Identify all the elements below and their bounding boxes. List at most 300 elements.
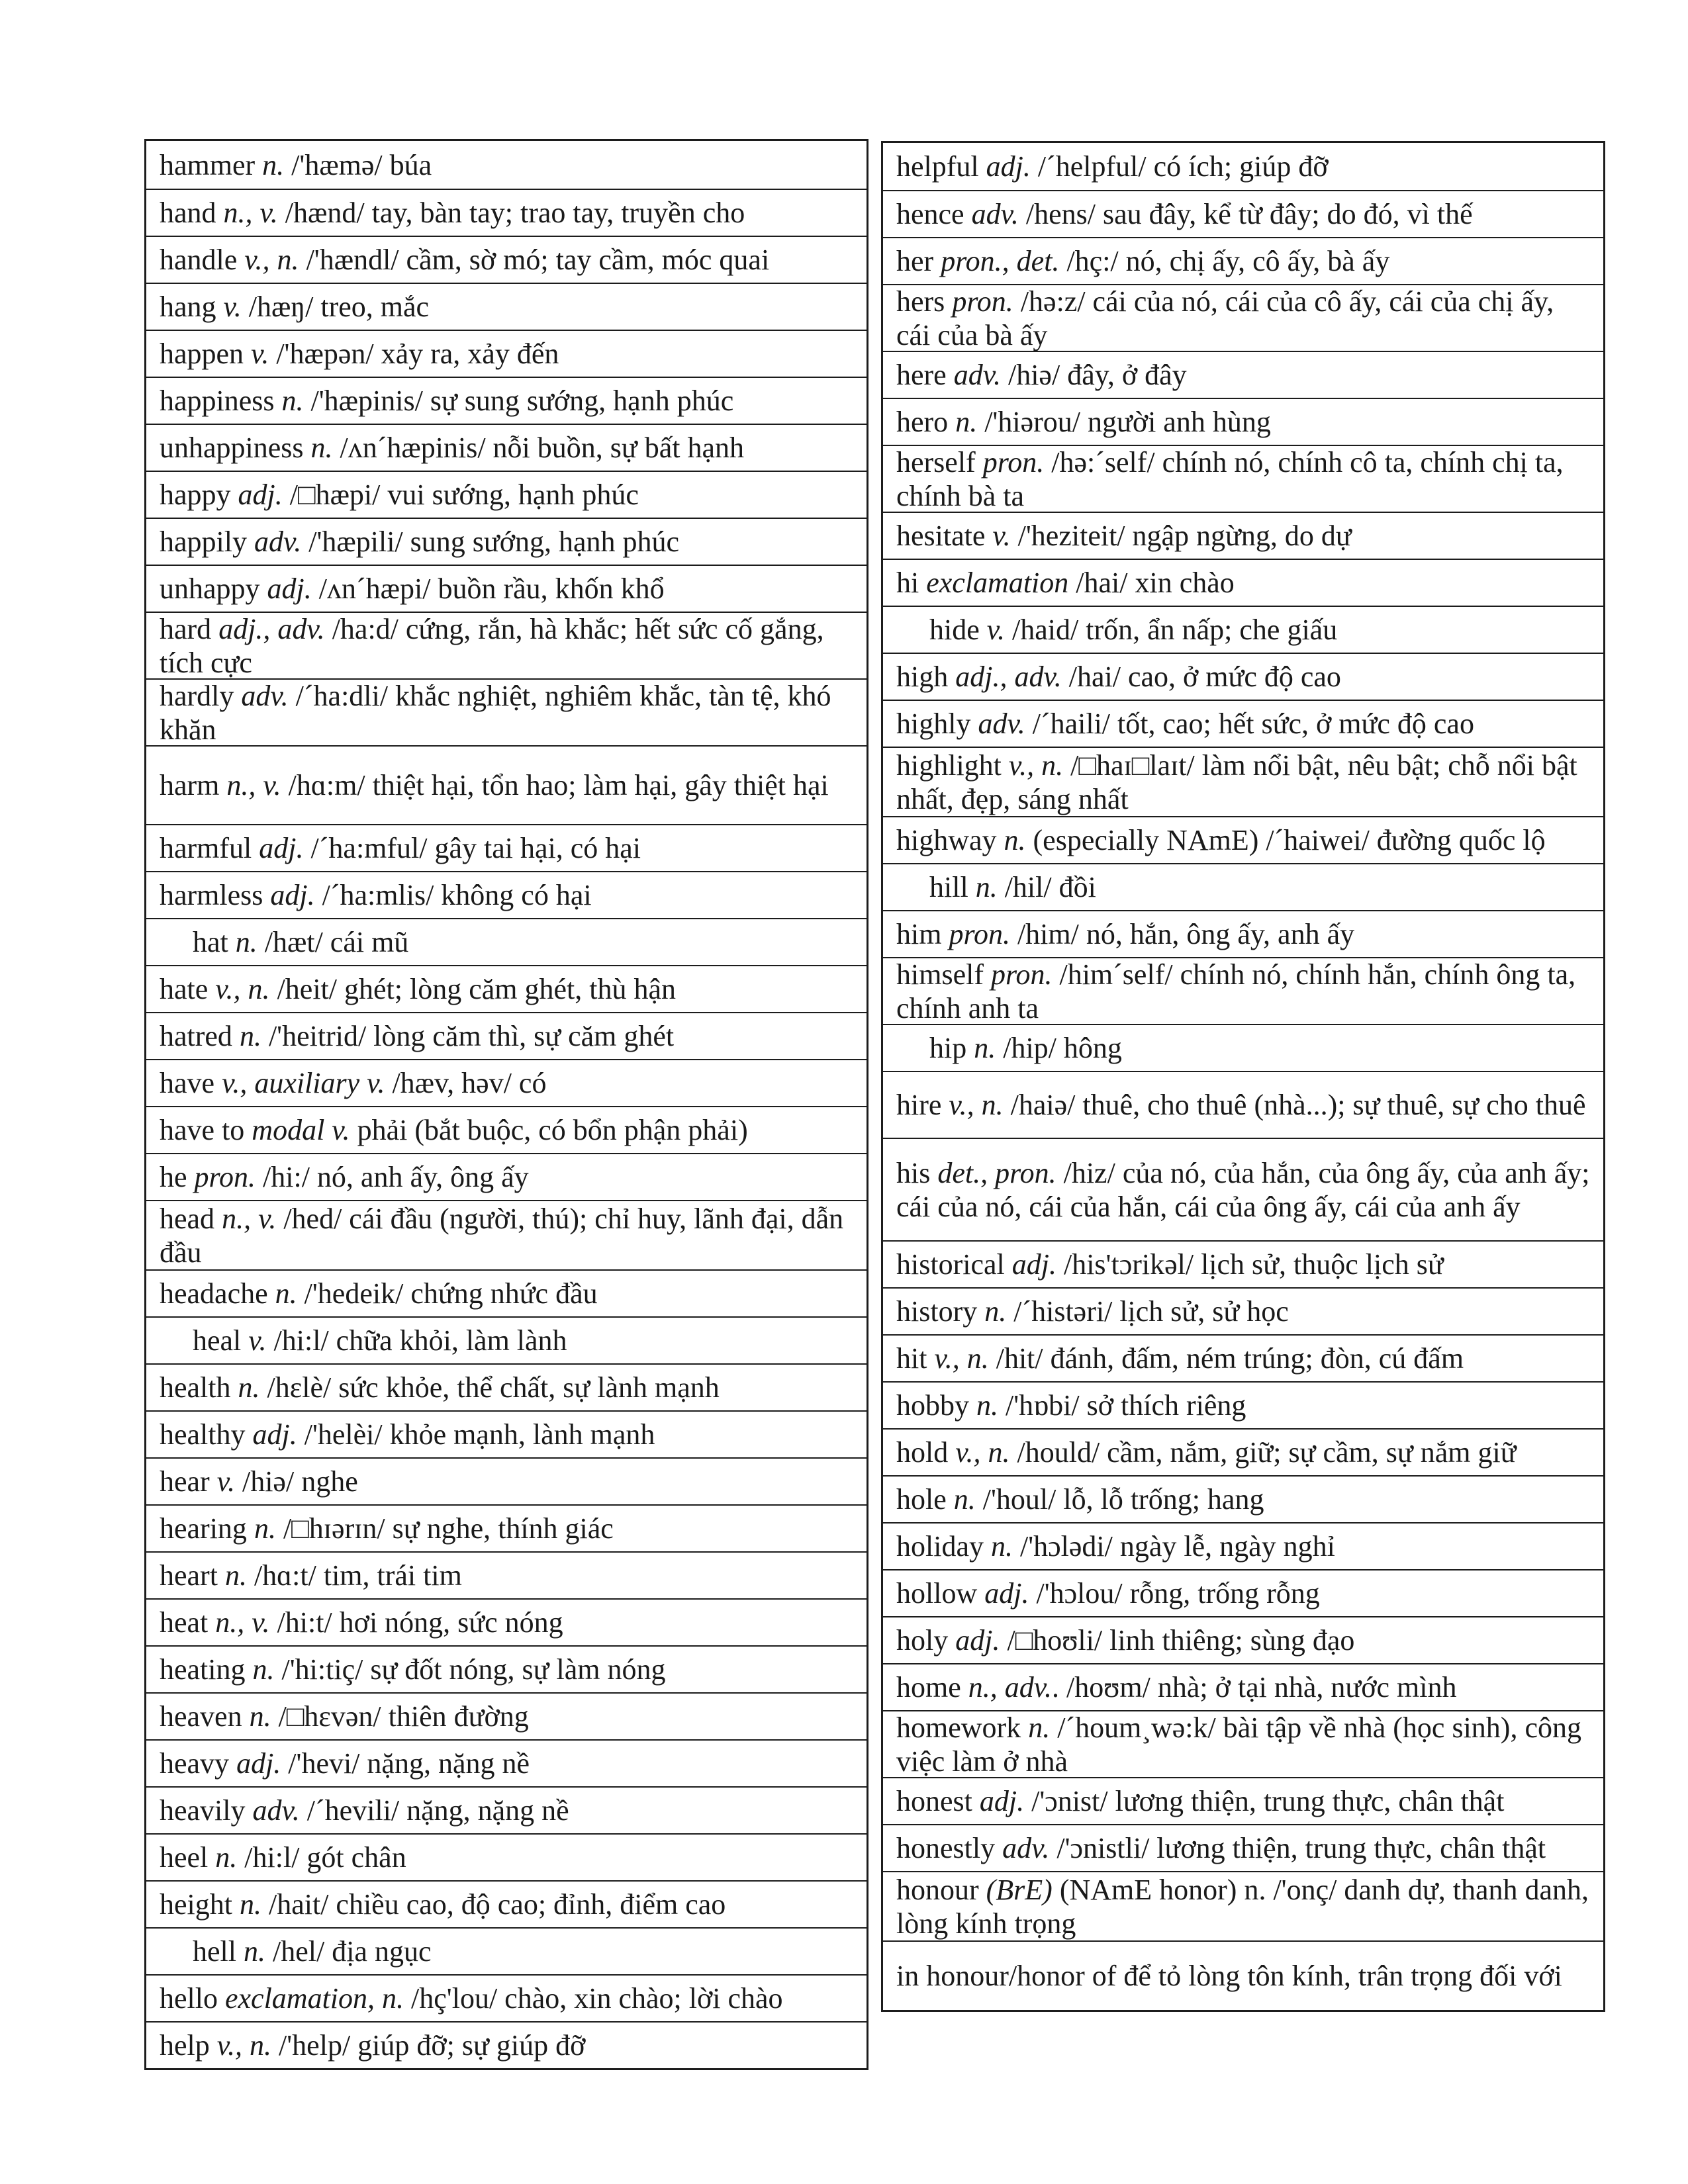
entry-row — [883, 237, 1603, 284]
headword: hardly — [160, 679, 234, 712]
headword: highway — [896, 824, 997, 856]
definition: /'hæmə/ búa — [284, 148, 432, 181]
entry-text — [160, 572, 856, 606]
headword: highlight — [896, 749, 1002, 782]
entry-row — [883, 747, 1603, 816]
part-of-speech: n. — [990, 1530, 1013, 1563]
entry-text — [896, 1156, 1593, 1224]
entry-row — [146, 918, 867, 965]
headword: helpful — [896, 150, 979, 183]
part-of-speech: v., auxiliary v. — [222, 1067, 385, 1099]
headword: hero — [896, 406, 949, 438]
entry-text — [160, 1559, 856, 1592]
entry-row — [883, 143, 1603, 190]
entry-text — [896, 917, 1593, 951]
entry-text — [160, 478, 856, 512]
entry-row — [146, 2021, 867, 2068]
definition: /'ɔnistli/ lương thiện, trung thực, chân thật — [1049, 1832, 1546, 1864]
part-of-speech: n. — [224, 1559, 247, 1592]
entry-row — [146, 612, 867, 678]
entry-row — [146, 189, 867, 236]
definition: /'heitrid/ lòng căm thì, sự căm ghét — [261, 1020, 675, 1052]
definition: /'helèi/ khỏe mạnh, lành mạnh — [297, 1418, 655, 1451]
part-of-speech: v. — [986, 614, 1006, 646]
part-of-speech: pron., det. — [941, 245, 1060, 277]
entry-text — [160, 612, 856, 679]
entry-text — [160, 1606, 856, 1639]
part-of-speech: n. — [254, 1512, 276, 1545]
definition: . /hoʊm/ nhà; ở tại nhà, nước mình — [1052, 1671, 1457, 1704]
headword: height — [160, 1888, 232, 1921]
entry-row — [883, 398, 1603, 445]
part-of-speech: adj., adv. — [218, 612, 325, 645]
entry-row — [883, 1940, 1603, 2010]
part-of-speech: adv. — [1002, 1832, 1050, 1864]
entry-text — [896, 285, 1593, 351]
entry-row — [146, 236, 867, 283]
entry-text — [896, 1342, 1593, 1375]
part-of-speech: v., n. — [955, 1436, 1010, 1469]
part-of-speech: n. — [262, 148, 285, 181]
headword: him — [896, 918, 942, 950]
definition: /'hændl/ cầm, sờ mó; tay cầm, móc quai — [299, 244, 770, 276]
definition: /hel/ địa ngục — [265, 1935, 432, 1968]
headword: history — [896, 1295, 978, 1328]
entry-text — [160, 768, 856, 802]
headword: hence — [896, 198, 964, 230]
entry-row — [883, 1334, 1603, 1381]
entry-row — [883, 1428, 1603, 1475]
entry-text — [160, 337, 856, 371]
entry-text — [896, 660, 1593, 694]
part-of-speech: adj., adv. — [955, 660, 1062, 693]
headword: hard — [160, 612, 212, 645]
entry-text — [160, 1512, 856, 1545]
entry-text — [896, 823, 1593, 857]
definition: /´ha:dli/ khắc nghiệt, nghiêm khắc, tàn tệ, khó khăn — [160, 679, 831, 745]
part-of-speech: adv. — [971, 198, 1019, 230]
entry-text — [896, 244, 1593, 278]
definition: /□haɪ□laɪt/ làm nổi bật, nêu bật; chỗ nổi bật nhất, đẹp, sáng nhất — [896, 749, 1577, 815]
entry-text — [896, 707, 1593, 741]
entry-text — [896, 197, 1593, 231]
entry-text — [160, 384, 856, 418]
definition: /hait/ chiều cao, độ cao; đỉnh, điểm cao — [261, 1888, 726, 1921]
entry-text — [160, 196, 856, 230]
entry-text — [896, 1959, 1593, 1993]
left-column — [144, 139, 868, 2070]
headword: heel — [160, 1841, 209, 1874]
part-of-speech: n., adv. — [968, 1671, 1053, 1704]
part-of-speech: n. — [955, 406, 978, 438]
headword: hate — [160, 973, 209, 1005]
definition: /hai/ xin chào — [1068, 567, 1235, 599]
headword: healthy — [160, 1418, 246, 1451]
headword: he — [160, 1161, 187, 1193]
definition: /hi:l/ chữa khỏi, làm lành — [266, 1324, 567, 1357]
part-of-speech: adj. — [986, 150, 1031, 183]
part-of-speech: v. — [248, 1324, 267, 1357]
entry-row — [146, 1833, 867, 1880]
definition: /hɛlè/ sức khỏe, thể chất, sự lành mạnh — [259, 1371, 720, 1404]
entry-row — [146, 1692, 867, 1739]
entry-row — [146, 965, 867, 1012]
headword: hobby — [896, 1389, 969, 1422]
entry-text — [160, 243, 856, 277]
right-column — [881, 141, 1605, 2012]
entry-text — [193, 925, 856, 959]
headword: happiness — [160, 385, 275, 417]
entry-text — [160, 1277, 856, 1310]
entry-text — [896, 1388, 1593, 1422]
headword: harm — [160, 769, 220, 801]
entry-text — [896, 1873, 1593, 1940]
entry-text — [896, 566, 1593, 600]
entry-text — [896, 405, 1593, 439]
headword: happy — [160, 478, 231, 511]
part-of-speech: adj. — [1011, 1248, 1056, 1281]
part-of-speech: adj. — [238, 478, 283, 511]
entry-row — [146, 565, 867, 612]
headword: honestly — [896, 1832, 996, 1864]
entry-row — [146, 330, 867, 377]
entry-row — [146, 424, 867, 471]
entry-text — [160, 679, 856, 746]
entry-row — [146, 1106, 867, 1153]
part-of-speech: v., n. — [216, 2029, 272, 2062]
headword: holy — [896, 1624, 949, 1657]
definition: /hɑ:t/ tim, trái tim — [246, 1559, 462, 1592]
headword: homework — [896, 1711, 1021, 1744]
headword: heaven — [160, 1700, 242, 1733]
entry-row — [883, 910, 1603, 957]
entry-text — [896, 519, 1593, 553]
definition: /□hoʊli/ linh thiêng; sùng đạo — [1000, 1624, 1355, 1657]
headword: unhappy — [160, 572, 260, 605]
headword: honour — [896, 1873, 979, 1906]
headword: harmful — [160, 832, 252, 864]
definition: /'hɒbi/ sở thích riêng — [998, 1389, 1246, 1422]
headword: have — [160, 1067, 215, 1099]
definition: /'hɔlədi/ ngày lễ, ngày nghỉ — [1012, 1530, 1335, 1563]
definition: /hiə/ nghe — [234, 1465, 358, 1498]
entry-row — [883, 1824, 1603, 1871]
definition: /hə:z/ cái của nó, cái của cô ấy, cái của chị ấy, cái của bà ấy — [896, 285, 1554, 351]
entry-text — [160, 1019, 856, 1053]
entry-row — [146, 141, 867, 189]
part-of-speech: v., n. — [949, 1089, 1004, 1121]
entry-row — [883, 1138, 1603, 1240]
part-of-speech: pron. — [194, 1161, 256, 1193]
entry-row — [146, 1880, 867, 1927]
definition: /hi:t/ hơi nóng, sức nóng — [269, 1606, 563, 1639]
entry-row — [883, 559, 1603, 606]
definition: /'houl/ lỗ, lỗ trống; hang — [975, 1483, 1264, 1516]
entry-text — [160, 2028, 856, 2062]
definition: /´haili/ tốt, cao; hết sức, ở mức độ cao — [1025, 707, 1474, 740]
headword: help — [160, 2029, 210, 2062]
definition: /heit/ ghét; lòng căm ghét, thù hận — [269, 973, 676, 1005]
definition: /'help/ giúp đỡ; sự giúp đỡ — [271, 2029, 586, 2062]
definition: /'hevi/ nặng, nặng nề — [281, 1747, 530, 1780]
entry-row — [146, 1645, 867, 1692]
entry-row — [883, 653, 1603, 700]
entry-row — [146, 1363, 867, 1410]
part-of-speech: n. — [239, 1888, 261, 1921]
part-of-speech: n. — [1028, 1711, 1051, 1744]
definition: /his'tɔrikəl/ lịch sử, thuộc lịch sử — [1056, 1248, 1444, 1281]
headword: her — [896, 245, 934, 277]
entry-text — [160, 431, 856, 465]
part-of-speech: n. — [953, 1483, 976, 1516]
entry-row — [146, 1153, 867, 1200]
headword: heavily — [160, 1794, 246, 1827]
definition: /´helpful/ có ích; giúp đỡ — [1030, 150, 1329, 183]
definition: /´houm¸wə:k/ bài tập về nhà (học sinh), công việc làm ở nhà — [896, 1711, 1581, 1777]
entry-row — [146, 1269, 867, 1316]
definition: /hed/ cái đầu (người, thú); chỉ huy, lãnh đại, dẫn đầu — [160, 1202, 844, 1269]
part-of-speech: pron. — [952, 285, 1013, 318]
part-of-speech: n. — [281, 385, 304, 417]
headword: hollow — [896, 1577, 978, 1610]
part-of-speech: n., v. — [215, 1606, 270, 1639]
headword: hire — [896, 1089, 942, 1121]
definition: /'hæpinis/ sự sung sướng, hạnh phúc — [303, 385, 734, 417]
entry-row — [883, 1777, 1603, 1824]
entry-row — [883, 351, 1603, 398]
definition: /hænd/ tay, bàn tay; trao tay, truyền cho — [277, 197, 745, 229]
entry-row — [146, 471, 867, 518]
entry-text — [160, 525, 856, 559]
definition: phải (bắt buộc, có bổn phận phải) — [350, 1114, 748, 1146]
entry-text — [160, 878, 856, 912]
definition: /'hɔlou/ rỗng, trống rỗng — [1029, 1577, 1320, 1610]
definition: /hç'lou/ chào, xin chào; lời chào — [404, 1982, 783, 2015]
entry-row — [883, 1071, 1603, 1138]
part-of-speech: adv. — [252, 1794, 300, 1827]
entry-text — [896, 358, 1593, 392]
part-of-speech: v., n. — [1008, 749, 1064, 782]
headword: hatred — [160, 1020, 232, 1052]
headword: hammer — [160, 148, 256, 181]
headword: hi — [896, 567, 919, 599]
definition: /hip/ hông — [996, 1032, 1122, 1064]
entry-row — [146, 1410, 867, 1457]
entry-row — [883, 1381, 1603, 1428]
entry-text — [896, 1670, 1593, 1704]
definition: /□hɛvən/ thiên đường — [271, 1700, 529, 1733]
definition: /hç:/ nó, chị ấy, cô ấy, bà ấy — [1059, 245, 1390, 277]
headword: health — [160, 1371, 231, 1404]
entry-text — [160, 1418, 856, 1451]
headword: hat — [193, 926, 228, 958]
entry-row — [883, 1710, 1603, 1777]
definition: /ʌn´hæpinis/ nỗi buồn, sự bất hạnh — [332, 432, 745, 464]
part-of-speech: adj. — [252, 1418, 297, 1451]
entry-row — [883, 1475, 1603, 1522]
entry-text — [160, 1066, 856, 1100]
part-of-speech: n. — [975, 871, 998, 903]
entry-row — [883, 863, 1603, 910]
headword: hearing — [160, 1512, 247, 1545]
part-of-speech: n. — [974, 1032, 996, 1064]
definition: /hit/ đánh, đấm, ném trúng; đòn, cú đấm — [988, 1342, 1464, 1375]
entry-text — [193, 1934, 856, 1968]
definition: /hæt/ cái mũ — [257, 926, 409, 958]
definition: /hə:´self/ chính nó, chính cô ta, chính chị ta, chính bà ta — [896, 445, 1564, 512]
entry-row — [883, 957, 1603, 1024]
part-of-speech: pron. — [949, 918, 1010, 950]
headword: high — [896, 660, 949, 693]
part-of-speech: adj. — [236, 1747, 281, 1780]
entry-row — [146, 1551, 867, 1598]
entry-text — [896, 1435, 1593, 1469]
part-of-speech: n. — [984, 1295, 1007, 1328]
entry-row — [883, 190, 1603, 237]
headword: home — [896, 1671, 961, 1704]
part-of-speech: pron. — [990, 958, 1053, 991]
entry-text — [160, 1888, 856, 1921]
definition: /hil/ đồi — [997, 871, 1096, 903]
part-of-speech: n. — [235, 926, 258, 958]
entry-row — [146, 1974, 867, 2021]
part-of-speech: n., v. — [223, 197, 278, 229]
entry-row — [883, 1871, 1603, 1940]
part-of-speech: n. — [1004, 824, 1026, 856]
headword: hers — [896, 285, 945, 318]
headword: heating — [160, 1653, 246, 1686]
definition: /'heziteit/ ngập ngừng, do dự — [1010, 520, 1352, 552]
entry-text — [160, 1747, 856, 1780]
definition: /'hæpili/ sung sướng, hạnh phúc — [301, 525, 680, 558]
entry-text — [896, 1831, 1593, 1865]
headword: himself — [896, 958, 984, 991]
definition: /´ha:mful/ gây tai hại, có hại — [303, 832, 641, 864]
part-of-speech: n. — [238, 1371, 260, 1404]
entry-text — [896, 1711, 1593, 1778]
entry-text — [896, 1529, 1593, 1563]
entry-row — [883, 1616, 1603, 1663]
definition: /□hæpi/ vui sướng, hạnh phúc — [282, 478, 639, 511]
definition: /haiə/ thuê, cho thuê (nhà...); sự thuê, sự cho thuê — [1003, 1089, 1586, 1121]
entry-row — [146, 871, 867, 918]
part-of-speech: n. — [275, 1277, 297, 1310]
entry-text — [160, 972, 856, 1006]
definition: (especially NAmE) /´haiwei/ đường quốc lộ — [1025, 824, 1546, 856]
definition: /hould/ cầm, nắm, giữ; sự cầm, sự nắm giữ — [1009, 1436, 1517, 1469]
entry-row — [146, 1927, 867, 1974]
definition: /´hevili/ nặng, nặng nề — [299, 1794, 569, 1827]
definition: /hæv, həv/ có — [385, 1067, 547, 1099]
entry-row — [146, 1012, 867, 1059]
entry-row — [146, 1316, 867, 1363]
part-of-speech: n. — [310, 432, 333, 464]
part-of-speech: adj. — [955, 1624, 1000, 1657]
entry-row — [146, 678, 867, 745]
headword: unhappiness — [160, 432, 304, 464]
entry-text — [160, 148, 856, 182]
entry-row — [883, 1240, 1603, 1287]
entry-row — [146, 745, 867, 824]
entry-row — [883, 1663, 1603, 1710]
entry-text — [896, 1623, 1593, 1657]
headword: headache — [160, 1277, 268, 1310]
headword: hand — [160, 197, 216, 229]
entry-text — [160, 1465, 856, 1498]
headword: happily — [160, 525, 247, 558]
entry-text — [160, 1113, 856, 1147]
headword: hole — [896, 1483, 947, 1516]
entry-text — [896, 1295, 1593, 1328]
entry-row — [883, 606, 1603, 653]
definition: (NAmE honor) n. /'onç/ danh dự, thanh danh, lòng kính trọng — [896, 1873, 1589, 1940]
definition: /him/ nó, hắn, ông ấy, anh ấy — [1009, 918, 1355, 950]
definition: /'hi:tiç/ sự đốt nóng, sự làm nóng — [274, 1653, 666, 1686]
entry-text — [160, 1653, 856, 1686]
headword: holiday — [896, 1530, 984, 1563]
entry-row — [883, 700, 1603, 747]
entry-text — [896, 1482, 1593, 1516]
headword: hide — [929, 614, 980, 646]
headword: head — [160, 1202, 215, 1235]
entry-row — [146, 518, 867, 565]
definition: để tỏ lòng tôn kính, trân trọng đối với — [1123, 1960, 1562, 1992]
headword: historical — [896, 1248, 1005, 1281]
headword: harmless — [160, 879, 263, 911]
headword: honest — [896, 1785, 972, 1817]
entry-row — [146, 1457, 867, 1504]
definition: /hiə/ đây, ở đây — [1000, 359, 1187, 391]
entry-row — [883, 512, 1603, 559]
entry-row — [146, 283, 867, 330]
entry-text — [929, 870, 1593, 904]
part-of-speech: v. — [223, 291, 242, 323]
headword: heal — [193, 1324, 242, 1357]
headword: handle — [160, 244, 238, 276]
entry-text — [896, 958, 1593, 1024]
part-of-speech: adj. — [984, 1577, 1029, 1610]
definition: /´histəri/ lịch sử, sử học — [1006, 1295, 1289, 1328]
entry-text — [929, 613, 1593, 647]
part-of-speech: modal v. — [252, 1114, 350, 1146]
part-of-speech: adj. — [270, 879, 315, 911]
definition: /hiz/ của nó, của hắn, của ông ấy, của anh ấy; cái của nó, cái của hắn, cái của ông ấy, cái của anh ấy — [896, 1156, 1590, 1223]
entry-row — [883, 816, 1603, 863]
entry-row — [146, 824, 867, 871]
entry-text — [160, 1160, 856, 1194]
part-of-speech: exclamation — [926, 567, 1069, 599]
definition: /'ɔnist/ lương thiện, trung thực, chân thật — [1024, 1785, 1505, 1817]
part-of-speech: n. — [239, 1020, 261, 1052]
entry-text — [160, 1841, 856, 1874]
entry-text — [160, 831, 856, 865]
part-of-speech: n. — [976, 1389, 998, 1422]
definition: /hai/ cao, ở mức độ cao — [1061, 660, 1341, 693]
entry-text — [160, 1794, 856, 1827]
entry-text — [193, 1324, 856, 1357]
definition: /'hæpən/ xảy ra, xảy đến — [269, 338, 559, 370]
headword: hello — [160, 1982, 218, 2015]
definition: /´ha:mlis/ không có hại — [314, 879, 592, 911]
definition: /hens/ sau đây, kể từ đây; do đó, vì thế — [1018, 198, 1473, 230]
headword: here — [896, 359, 947, 391]
entry-text — [896, 1576, 1593, 1610]
headword: have to — [160, 1114, 245, 1146]
part-of-speech: n. — [243, 1935, 265, 1968]
part-of-speech: adj. — [979, 1785, 1025, 1817]
entry-text — [929, 1031, 1593, 1065]
entry-text — [160, 290, 856, 324]
